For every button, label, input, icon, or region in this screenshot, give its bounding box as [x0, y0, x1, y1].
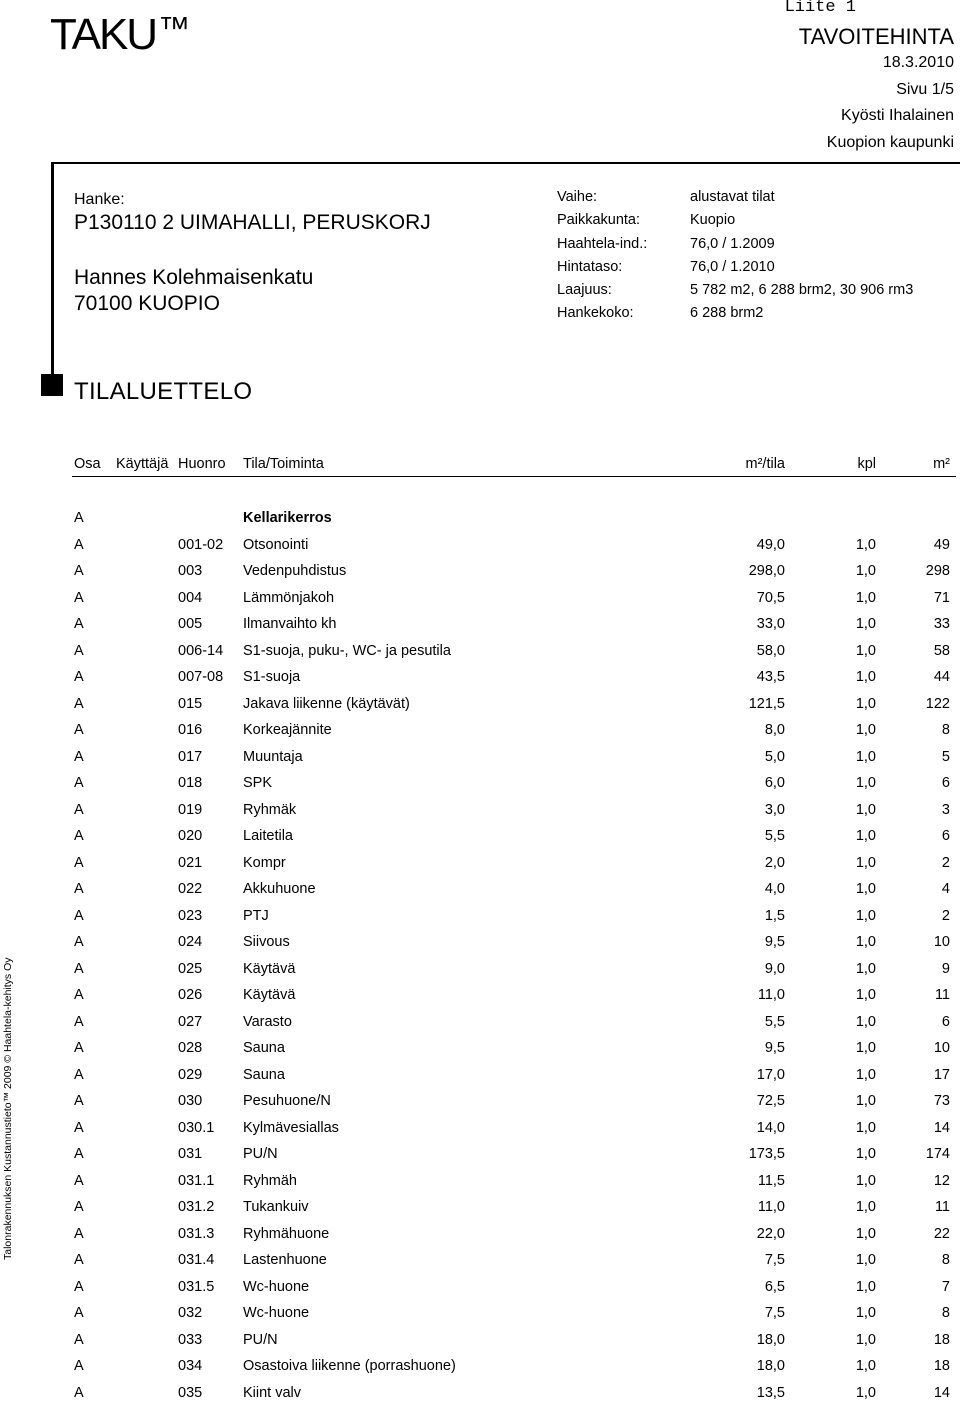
cell-tila: Siivous [243, 934, 290, 950]
cell-tila: Laitetila [243, 828, 293, 844]
cell-huonro: 023 [178, 907, 203, 924]
cell-m2-per-tila: 5,5 [764, 1013, 785, 1030]
info-label: Haahtela-ind.: [557, 235, 648, 252]
cell-m2-per-tila: 121,5 [748, 695, 785, 712]
cell-tila: Ryhmähuone [243, 1225, 330, 1242]
cell-tila: Wc-huone [243, 1305, 310, 1321]
cell-kpl: 1,0 [855, 748, 876, 765]
cell-m2: 44 [933, 669, 950, 685]
cell-kpl: 1,0 [855, 907, 876, 924]
cell-huonro: 024 [178, 934, 203, 950]
cell-tila: Varasto [243, 1013, 292, 1030]
table-row [0, 1035, 960, 1062]
info-value: alustavat tilat [690, 189, 775, 205]
table-row [0, 1380, 960, 1404]
cell-m2: 33 [933, 616, 950, 632]
cell-tila: PTJ [243, 907, 269, 924]
cell-osa: A [74, 987, 84, 1003]
cell-kpl: 1,0 [855, 1331, 876, 1348]
cell-m2: 122 [925, 695, 950, 712]
cell-osa: A [74, 1331, 84, 1348]
table-row [0, 532, 960, 559]
cell-osa: A [74, 907, 84, 924]
cell-m2-per-tila: 11,0 [757, 987, 785, 1003]
cell-m2: 298 [925, 563, 950, 579]
cell-kpl: 1,0 [855, 1225, 876, 1242]
taku-logo [50, 12, 190, 57]
cell-m2: 9 [941, 960, 950, 977]
cell-huonro: 001-02 [178, 536, 224, 553]
cell-kpl: 1,0 [855, 1199, 876, 1215]
cell-tila: Sauna [243, 1040, 285, 1056]
cell-osa: A [74, 1384, 84, 1401]
cell-huonro: 030.1 [178, 1119, 215, 1136]
cell-osa: A [74, 881, 84, 897]
cell-tila: Ryhmäk [243, 801, 297, 818]
cell-m2-per-tila: 72,5 [756, 1093, 785, 1109]
cell-huonro: 006-14 [178, 642, 224, 659]
cell-m2: 22 [933, 1225, 950, 1242]
cell-m2-per-tila: 7,5 [764, 1305, 785, 1321]
table-row [0, 1115, 960, 1142]
group-row [0, 505, 960, 532]
cell-huonro: 031.2 [178, 1199, 215, 1215]
cell-osa: A [74, 722, 84, 738]
cell-osa: A [74, 1119, 84, 1136]
cell-kpl: 1,0 [855, 1358, 876, 1374]
table-row [0, 929, 960, 956]
cell-m2-per-tila: 6,5 [764, 1278, 785, 1295]
cell-huonro: 018 [178, 775, 203, 791]
author-name: Kyösti Ihalainen [841, 107, 954, 124]
cell-m2: 58 [933, 642, 950, 659]
cell-osa: A [74, 934, 84, 950]
cell-tila: Akkuhuone [243, 881, 316, 897]
cell-tila: Käytävä [243, 987, 296, 1003]
cell-m2: 8 [941, 1305, 950, 1321]
cell-m2-per-tila: 3,0 [764, 801, 785, 818]
table-row [0, 1353, 960, 1380]
cell-huonro: 021 [178, 854, 203, 871]
cell-osa: A [74, 854, 84, 871]
cell-kpl: 1,0 [855, 801, 876, 818]
header-divider [51, 162, 960, 164]
cell-tila: Otsonointi [243, 536, 309, 553]
cell-huonro: 017 [178, 748, 203, 765]
cell-m2: 2 [941, 907, 950, 924]
project-street: Hannes Kolehmaisenkatu [74, 266, 314, 289]
cell-huonro: 007-08 [178, 669, 224, 685]
table-row [0, 664, 960, 691]
cell-osa: A [74, 563, 84, 579]
cell-osa: A [74, 1040, 84, 1056]
cell-tila: PU/N [243, 1331, 278, 1348]
cell-tila: Wc-huone [243, 1278, 310, 1295]
cell-m2: 10 [933, 934, 950, 950]
table-row [0, 638, 960, 665]
cell-m2-per-tila: 6,0 [764, 775, 785, 791]
cell-osa: A [74, 1225, 84, 1242]
copyright-text: Talonrakennuksen Kustannustieto™ 2009 © Haahtela-kehitys Oy [2, 957, 14, 1260]
document-date: 18.3.2010 [882, 54, 954, 71]
cell-huonro: 016 [178, 722, 203, 738]
cell-m2: 8 [941, 1252, 950, 1268]
info-label: Paikkakunta: [557, 212, 641, 229]
table-row [0, 1327, 960, 1354]
cell-m2: 10 [933, 1040, 950, 1056]
project-label: Hanke: [74, 191, 125, 208]
info-value: 6 288 brm2 [690, 305, 764, 322]
cell-kpl: 1,0 [855, 1305, 876, 1321]
cell-m2-per-tila: 18,0 [756, 1358, 785, 1374]
table-row [0, 585, 960, 612]
table-row [0, 982, 960, 1009]
cell-huonro: 030 [178, 1093, 203, 1109]
cell-m2-per-tila: 11,0 [757, 1199, 785, 1215]
cell-kpl: 1,0 [855, 695, 876, 712]
cell-kpl: 1,0 [855, 589, 876, 606]
cell-tila: PU/N [243, 1146, 278, 1162]
cell-kpl: 1,0 [855, 1252, 876, 1268]
cell-osa: A [74, 801, 84, 818]
cell-kpl: 1,0 [855, 1384, 876, 1401]
table-row [0, 1141, 960, 1168]
cell-tila: Osastoiva liikenne (porrashuone) [243, 1358, 456, 1374]
cell-huonro: 004 [178, 589, 203, 606]
cell-m2-per-tila: 9,0 [764, 960, 785, 977]
cell-osa: A [74, 616, 84, 632]
cell-kpl: 1,0 [855, 960, 876, 977]
cell-tila: Jakava liikenne (käytävät) [243, 695, 410, 712]
cell-m2-per-tila: 49,0 [756, 536, 785, 553]
cell-m2: 6 [941, 828, 950, 844]
cell-tila: Muuntaja [243, 748, 303, 765]
cell-m2-per-tila: 22,0 [756, 1225, 785, 1242]
cell-huonro: 031 [178, 1146, 203, 1162]
cell-kpl: 1,0 [855, 722, 876, 738]
left-rule [51, 162, 54, 392]
cell-tila: Pesuhuone/N [243, 1093, 331, 1109]
cell-huonro: 028 [178, 1040, 203, 1056]
cell-osa: A [74, 1252, 84, 1268]
info-value: 5 782 m2, 6 288 brm2, 30 906 rm3 [690, 282, 914, 299]
info-label: Hankekoko: [557, 305, 634, 322]
cell-tila: S1-suoja, puku-, WC- ja pesutila [243, 642, 451, 659]
cell-osa: A [74, 1146, 84, 1162]
table-row [0, 876, 960, 903]
col-header-osa: Osa [74, 456, 101, 472]
cell-huonro: 031.5 [178, 1278, 215, 1295]
group-osa: A [74, 510, 84, 526]
document-title: TAVOITEHINTA [798, 24, 954, 49]
cell-kpl: 1,0 [855, 1146, 876, 1162]
info-value: Kuopio [690, 212, 736, 229]
cell-m2: 4 [941, 881, 950, 897]
cell-kpl: 1,0 [855, 1013, 876, 1030]
cell-osa: A [74, 1013, 84, 1030]
cell-huonro: 025 [178, 960, 203, 977]
logo-trademark: ™ [158, 10, 191, 46]
cell-kpl: 1,0 [855, 616, 876, 632]
cell-m2: 14 [933, 1119, 950, 1136]
info-label: Vaihe: [557, 189, 598, 205]
cell-m2-per-tila: 18,0 [756, 1331, 785, 1348]
cell-m2: 73 [933, 1093, 950, 1109]
cell-kpl: 1,0 [855, 881, 876, 897]
cell-tila: Tukankuiv [243, 1199, 309, 1215]
cell-m2: 3 [941, 801, 950, 818]
cell-kpl: 1,0 [855, 1040, 876, 1056]
col-header-kpl: kpl [857, 456, 876, 472]
info-value: 76,0 / 1.2009 [690, 235, 775, 252]
cell-osa: A [74, 775, 84, 791]
cell-kpl: 1,0 [855, 536, 876, 553]
cell-huonro: 035 [178, 1384, 203, 1401]
info-value: 76,0 / 1.2010 [690, 258, 775, 275]
cell-m2: 11 [934, 987, 950, 1003]
cell-tila: Ryhmäh [243, 1172, 297, 1189]
cell-m2: 18 [933, 1358, 950, 1374]
cell-osa: A [74, 1172, 84, 1189]
cell-m2: 2 [941, 854, 950, 871]
table-row [0, 1062, 960, 1089]
cell-osa: A [74, 1278, 84, 1295]
cell-huonro: 031.1 [178, 1172, 215, 1189]
cell-osa: A [74, 1093, 84, 1109]
cell-huonro: 020 [178, 828, 203, 844]
cell-tila: Sauna [243, 1066, 285, 1083]
table-row [0, 558, 960, 585]
cell-m2-per-tila: 8,0 [764, 722, 785, 738]
table-row [0, 1300, 960, 1327]
cell-kpl: 1,0 [855, 775, 876, 791]
cell-tila: Käytävä [243, 960, 296, 977]
organization-name: Kuopion kaupunki [826, 133, 954, 151]
cell-m2: 11 [934, 1199, 950, 1215]
cell-m2: 12 [933, 1172, 950, 1189]
cell-osa: A [74, 1358, 84, 1374]
cell-osa: A [74, 828, 84, 844]
table-row [0, 717, 960, 744]
table-row [0, 1168, 960, 1195]
table-row [0, 1088, 960, 1115]
cell-m2-per-tila: 14,0 [756, 1119, 785, 1136]
cell-kpl: 1,0 [855, 1066, 876, 1083]
table-row [0, 903, 960, 930]
cell-osa: A [74, 960, 84, 977]
cell-m2-per-tila: 4,0 [764, 881, 785, 897]
cell-m2-per-tila: 33,0 [756, 616, 785, 632]
table-row [0, 1221, 960, 1248]
cell-osa: A [74, 536, 84, 553]
attachment-label: Liite 1 [784, 0, 856, 17]
cell-osa: A [74, 1199, 84, 1215]
cell-huonro: 033 [178, 1331, 203, 1348]
cell-kpl: 1,0 [855, 1093, 876, 1109]
info-label: Hintataso: [557, 258, 623, 275]
cell-kpl: 1,0 [855, 987, 876, 1003]
cell-m2-per-tila: 1,5 [764, 907, 785, 924]
cell-kpl: 1,0 [855, 563, 876, 579]
cell-tila: Korkeajännite [243, 722, 332, 738]
cell-m2: 7 [941, 1278, 950, 1295]
cell-m2: 71 [933, 589, 950, 606]
col-header-m2-per-tila: m²/tila [745, 456, 785, 472]
cell-m2-per-tila: 43,5 [756, 669, 785, 685]
cell-m2-per-tila: 17,0 [756, 1066, 785, 1083]
table-row [0, 956, 960, 983]
cell-m2: 6 [941, 1013, 950, 1030]
cell-tila: Vedenpuhdistus [243, 563, 347, 579]
cell-osa: A [74, 1305, 84, 1321]
cell-huonro: 005 [178, 616, 203, 632]
cell-osa: A [74, 669, 84, 685]
cell-tila: S1-suoja [243, 669, 301, 685]
cell-osa: A [74, 748, 84, 765]
group-title: Kellarikerros [243, 510, 332, 526]
cell-m2: 18 [933, 1331, 950, 1348]
document-header [799, 24, 954, 156]
table-row [0, 823, 960, 850]
table-row [0, 1274, 960, 1301]
cell-huonro: 031.3 [178, 1225, 215, 1242]
col-header-kayttaja: Käyttäjä [116, 456, 169, 472]
cell-tila: SPK [243, 775, 273, 791]
cell-m2: 6 [941, 775, 950, 791]
table-header-rule [72, 476, 956, 477]
cell-m2-per-tila: 11,5 [757, 1172, 785, 1189]
table-row [0, 850, 960, 877]
cell-kpl: 1,0 [855, 669, 876, 685]
cell-m2: 49 [933, 536, 950, 553]
cell-kpl: 1,0 [855, 1119, 876, 1136]
cell-huonro: 026 [178, 987, 203, 1003]
cell-huonro: 029 [178, 1066, 203, 1083]
cell-kpl: 1,0 [855, 1278, 876, 1295]
room-table [0, 505, 960, 1404]
table-row [0, 770, 960, 797]
cell-kpl: 1,0 [855, 854, 876, 871]
cell-m2-per-tila: 58,0 [756, 642, 785, 659]
table-header [0, 456, 960, 476]
info-label: Laajuus: [557, 282, 612, 299]
col-header-m2: m² [933, 456, 950, 472]
cell-m2: 174 [925, 1146, 950, 1162]
cell-m2: 17 [933, 1066, 950, 1083]
cell-m2-per-tila: 13,5 [756, 1384, 785, 1401]
cell-m2: 8 [941, 722, 950, 738]
section-marker [41, 374, 63, 396]
table-row [0, 611, 960, 638]
cell-m2-per-tila: 7,5 [764, 1252, 785, 1268]
cell-m2-per-tila: 9,5 [764, 934, 785, 950]
cell-huonro: 022 [178, 881, 203, 897]
cell-tila: Ilmanvaihto kh [243, 616, 337, 632]
table-row [0, 691, 960, 718]
cell-kpl: 1,0 [855, 934, 876, 950]
cell-huonro: 003 [178, 563, 203, 579]
section-title: TILALUETTELO [74, 378, 253, 405]
project-name: P130110 2 UIMAHALLI, PERUSKORJ [74, 211, 431, 234]
table-row [0, 744, 960, 771]
cell-huonro: 019 [178, 801, 203, 818]
cell-m2-per-tila: 9,5 [764, 1040, 785, 1056]
table-row [0, 1247, 960, 1274]
cell-m2-per-tila: 5,5 [764, 828, 785, 844]
cell-huonro: 032 [178, 1305, 203, 1321]
cell-huonro: 034 [178, 1358, 203, 1374]
project-postal: 70100 KUOPIO [74, 292, 220, 315]
cell-kpl: 1,0 [855, 642, 876, 659]
logo-text: TAKU [50, 10, 157, 59]
cell-tila: Lastenhuone [243, 1252, 327, 1268]
cell-m2: 5 [941, 748, 950, 765]
cell-osa: A [74, 589, 84, 606]
cell-huonro: 027 [178, 1013, 203, 1030]
cell-huonro: 015 [178, 695, 203, 712]
cell-tila: Kylmävesiallas [243, 1119, 339, 1136]
cell-osa: A [74, 695, 84, 712]
cell-tila: Kiint valv [243, 1384, 302, 1401]
table-row [0, 1194, 960, 1221]
cell-m2-per-tila: 5,0 [764, 748, 785, 765]
table-row [0, 797, 960, 824]
page-number: Sivu 1/5 [896, 80, 954, 98]
cell-kpl: 1,0 [855, 828, 876, 844]
cell-tila: Lämmönjakoh [243, 589, 335, 606]
col-header-huonro: Huonro [178, 456, 226, 472]
cell-tila: Kompr [243, 854, 286, 871]
cell-osa: A [74, 1066, 84, 1083]
col-header-tila: Tila/Toiminta [243, 456, 324, 472]
cell-huonro: 031.4 [178, 1252, 215, 1268]
cell-m2: 14 [933, 1384, 950, 1401]
cell-osa: A [74, 642, 84, 659]
cell-m2-per-tila: 70,5 [756, 589, 785, 606]
table-row [0, 1009, 960, 1036]
cell-m2-per-tila: 298,0 [748, 563, 785, 579]
cell-m2-per-tila: 173,5 [748, 1146, 785, 1162]
cell-m2-per-tila: 2,0 [764, 854, 785, 871]
cell-kpl: 1,0 [855, 1172, 876, 1189]
